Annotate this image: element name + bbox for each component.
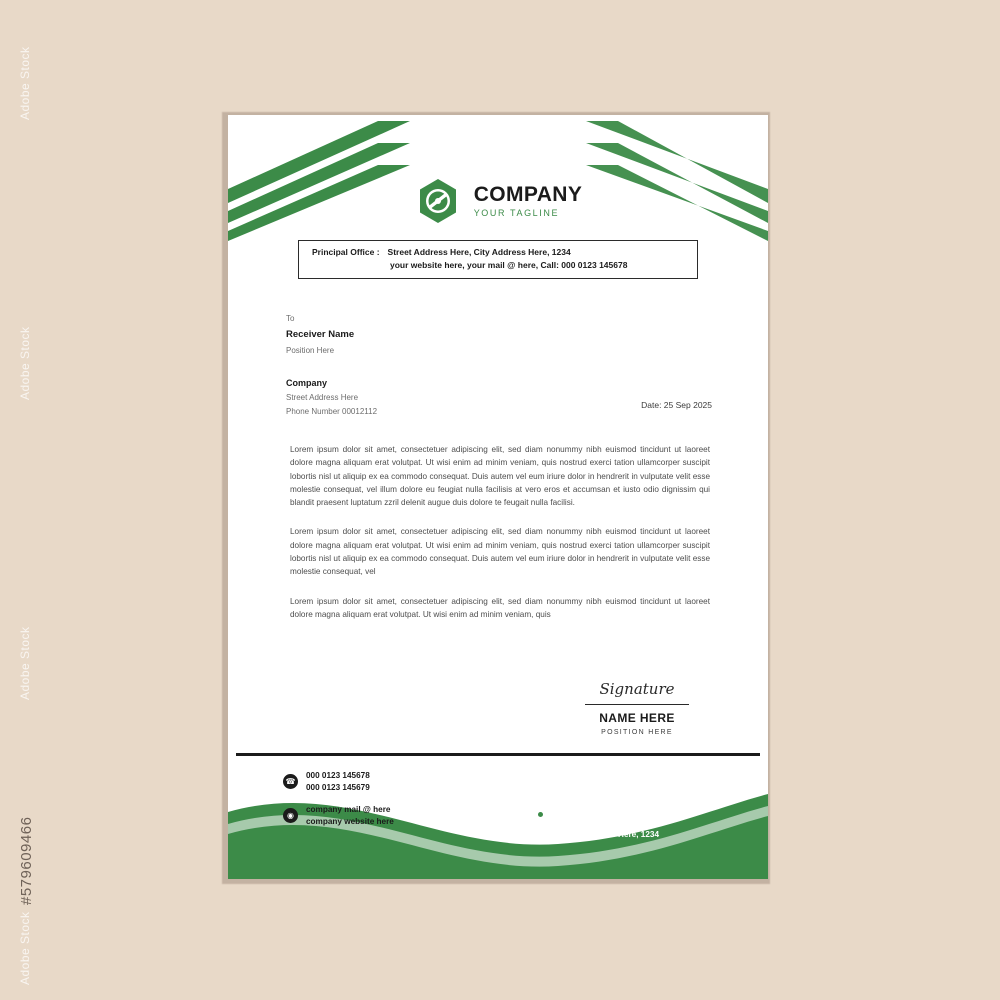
footer-web-group bbox=[283, 804, 394, 828]
office-contact-line: your website here, your mail @ here, Call: 000 0123 145678 bbox=[390, 259, 628, 270]
body-paragraph: Lorem ipsum dolor sit amet, consectetuer adipiscing elit, sed diam nonummy nibh euismod tincidunt ut laoreet dolore magna aliquam erat volutpat. Ut wisi enim ad minim veniam, quis nostrud exerci tation ullamcorper suscipit lobortis nisl ut aliquip ex ea commodo consequat. Duis autem vel eum iriure dolor in hendrerit in vulputate velit esse molestie consequat, vel bbox=[290, 527, 710, 577]
signature-divider bbox=[585, 704, 689, 705]
footer-address-2: City Address Here bbox=[556, 817, 627, 827]
watermark-text: Adobe Stock bbox=[18, 626, 32, 700]
brand-block bbox=[228, 177, 768, 225]
letter-body bbox=[290, 443, 710, 637]
watermark-text: Adobe Stock bbox=[18, 326, 32, 400]
letterhead-page bbox=[228, 115, 768, 879]
recipient-phone: Phone Number 00012112 bbox=[286, 407, 378, 417]
phone-icon: ☎ bbox=[283, 774, 298, 789]
footer-divider bbox=[236, 753, 760, 756]
hexagon-logo-icon bbox=[414, 177, 462, 225]
principal-office-bar bbox=[298, 240, 698, 279]
asset-id-label: #579609466 bbox=[18, 816, 35, 905]
footer-address-3: Lorem Address Here, 1234 bbox=[556, 829, 659, 839]
recipient-block bbox=[286, 312, 377, 419]
company-tagline: YOUR TAGLINE bbox=[473, 208, 560, 218]
signature-position: POSITION HERE bbox=[601, 729, 673, 736]
signature-script: Signature bbox=[599, 680, 675, 698]
office-label: Principal Office : bbox=[312, 247, 380, 257]
footer-phone-group bbox=[283, 770, 394, 794]
footer-phone-1: 000 0123 145678 bbox=[306, 771, 370, 780]
footer-contact-left bbox=[283, 770, 394, 828]
footer-address-1: Street Address Here bbox=[556, 806, 635, 815]
watermark-text: Adobe Stock bbox=[18, 911, 32, 985]
footer-mail: company mail @ here bbox=[306, 804, 391, 814]
footer-website: company website here bbox=[306, 816, 394, 826]
map-pin-icon bbox=[530, 804, 551, 825]
watermark-text: Adobe Stock bbox=[18, 46, 32, 120]
recipient-position: Position Here bbox=[286, 345, 335, 355]
signature-name: NAME HERE bbox=[599, 711, 675, 725]
recipient-company: Company bbox=[286, 377, 328, 388]
footer-phone-2: 000 0123 145679 bbox=[306, 782, 370, 792]
recipient-name: Receiver Name bbox=[286, 329, 355, 340]
company-name: COMPANY bbox=[473, 183, 583, 206]
body-paragraph: Lorem ipsum dolor sit amet, consectetuer adipiscing elit, sed diam nonummy nibh euismod tincidunt ut laoreet dolore magna aliquam erat volutpat. Ut wisi enim ad minim veniam, quis bbox=[290, 596, 710, 619]
letter-date: Date: 25 Sep 2025 bbox=[641, 400, 712, 410]
recipient-to-label: To bbox=[286, 314, 295, 323]
office-address: Street Address Here, City Address Here, 1234 bbox=[387, 247, 571, 257]
globe-icon: ◉ bbox=[283, 808, 298, 823]
signature-block bbox=[552, 680, 722, 736]
body-paragraph: Lorem ipsum dolor sit amet, consectetuer adipiscing elit, sed diam nonummy nibh euismod tincidunt ut laoreet dolore magna aliquam erat volutpat. Ut wisi enim ad minim veniam, quis nostrud exerci tation ullamcorper suscipit lobortis nisl ut aliquip ex ea commodo consequat. Duis autem vel eum iriure dolor in hendrerit in vulputate velit esse molestie consequat, vel illum dolore eu feugiat nulla facilisis at vero eros et accumsan et iusto odio dignissim qui blandit praesent luptatum zzril delenit augue duis dolore te feugait nulla facilisi. bbox=[290, 445, 710, 508]
footer-address-group bbox=[533, 805, 659, 841]
recipient-street: Street Address Here bbox=[286, 393, 359, 403]
